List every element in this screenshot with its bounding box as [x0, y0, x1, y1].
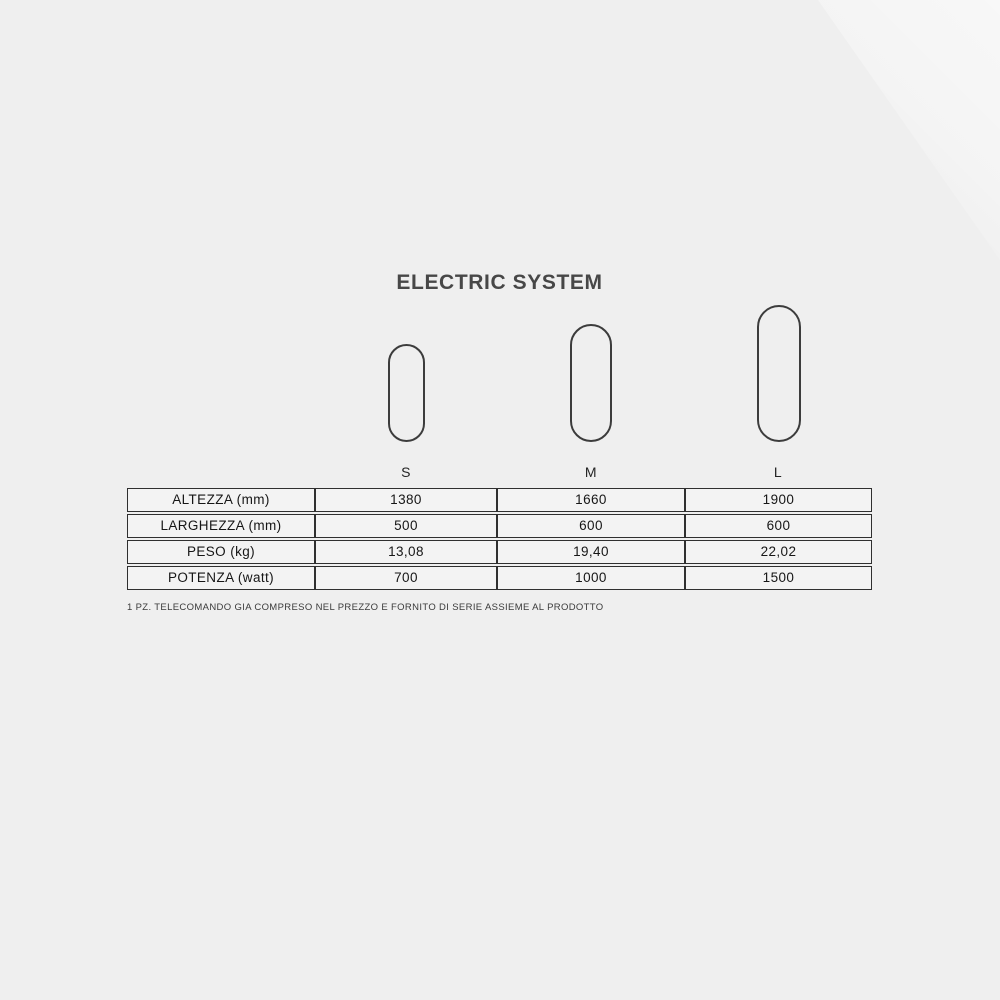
row-header-larghezza: LARGHEZZA (mm)	[127, 514, 315, 538]
product-silhouette-small-icon	[388, 344, 425, 442]
footnote-text: 1 PZ. TELECOMANDO GIA COMPRESO NEL PREZZO E FORNITO DI SERIE ASSIEME AL PRODOTTO	[127, 602, 604, 613]
cell-larghezza-m: 600	[497, 514, 685, 538]
product-silhouette-medium-icon	[570, 324, 612, 442]
table-row-altezza	[127, 488, 872, 512]
cell-larghezza-l: 600	[685, 514, 872, 538]
row-header-potenza: POTENZA (watt)	[127, 566, 315, 590]
size-label-l: L	[773, 464, 783, 480]
cell-altezza-l: 1900	[685, 488, 872, 512]
cell-peso-s: 13,08	[315, 540, 497, 564]
cell-altezza-m: 1660	[497, 488, 685, 512]
cell-peso-m: 19,40	[497, 540, 685, 564]
cell-potenza-l: 1500	[685, 566, 872, 590]
page-title: ELECTRIC SYSTEM	[396, 271, 603, 294]
table-row-potenza	[127, 566, 872, 590]
size-label-s: S	[401, 464, 411, 480]
corner-highlight-decoration	[740, 0, 1000, 260]
spec-table	[127, 488, 872, 590]
row-header-altezza: ALTEZZA (mm)	[127, 488, 315, 512]
row-header-peso: PESO (kg)	[127, 540, 315, 564]
product-silhouette-large-icon	[757, 305, 801, 442]
cell-larghezza-s: 500	[315, 514, 497, 538]
cell-altezza-s: 1380	[315, 488, 497, 512]
cell-potenza-m: 1000	[497, 566, 685, 590]
table-row-larghezza	[127, 514, 872, 538]
size-label-m: M	[584, 464, 598, 480]
table-row-peso	[127, 540, 872, 564]
cell-potenza-s: 700	[315, 566, 497, 590]
cell-peso-l: 22,02	[685, 540, 872, 564]
